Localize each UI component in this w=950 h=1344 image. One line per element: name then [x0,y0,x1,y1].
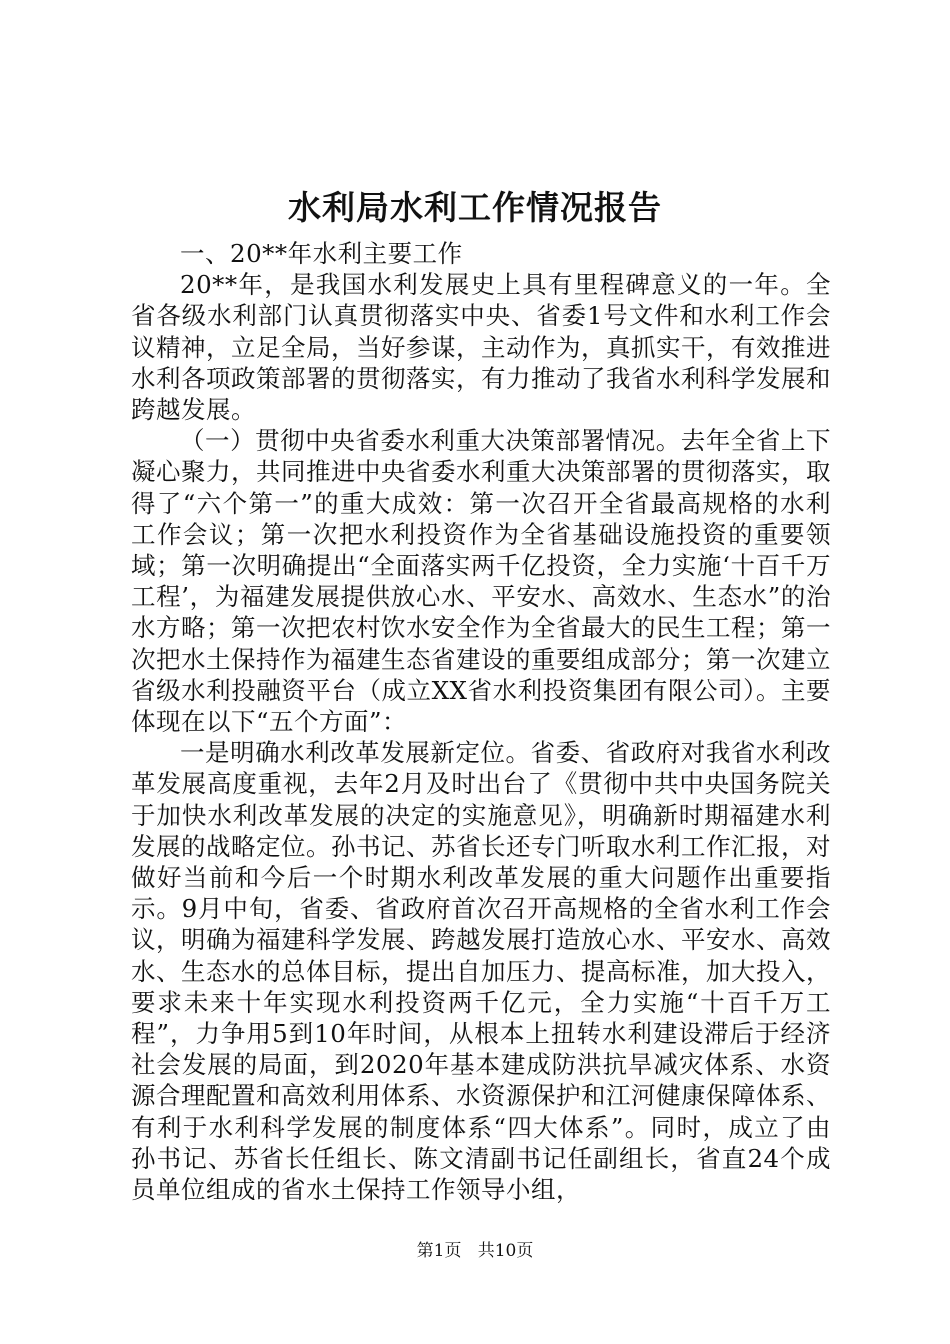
page-separator [467,1241,472,1261]
paragraph-section-one: （一）贯彻中央省委水利重大决策部署情况。去年全省上下凝心聚力，共同推进中央省委水利重大决策部署的贯彻落实，取得了“六个第一”的重大成效：第一次召开全省最高规格的水利工作会议；第一次把水利投资作为全省基础设施投资的重要领域；第一次明确提出“全面落实两千亿投资，全力实施‘十百千万工程’，为福建发展提供放心水、平安水、高效水、生态水”的治水方略；第一次把农村饮水安全作为全省最大的民生工程；第一次把水土保持作为福建生态省建设的重要组成部分；第一次建立省级水利投融资平台（成立XX省水利投资集团有限公司）。主要体现在以下“五个方面”： [131,426,831,737]
page-footer [0,1239,950,1263]
page-total: 共10页 [477,1241,534,1261]
paragraph-point-one: 一是明确水利改革发展新定位。省委、省政府对我省水利改革发展高度重视，去年2月及时出台了《贯彻中共中央国务院关于加快水利改革发展的决定的实施意见》，明确新时期福建水利发展的战略定位。孙书记、苏省长还专门听取水利工作汇报，对做好当前和今后一个时期水利改革发展的重大问题作出重要指示。9月中旬，省委、省政府首次召开高规格的全省水利工作会议，明确为福建科学发展、跨越发展打造放心水、平安水、高效水、生态水的总体目标，提出自加压力、提高标准，加大投入，要求未来十年实现水利投资两千亿元，全力实施“十百千万工程”，力争用5到10年时间，从根本上扭转水利建设滞后于经济社会发展的局面，到2020年基本建成防洪抗旱减灾体系、水资源合理配置和高效利用体系、水资源保护和江河健康保障体系、有利于水利科学发展的制度体系“四大体系”。同时，成立了由孙书记、苏省长任组长、陈文清副书记任副组长，省直24个成员单位组成的省水土保持工作领导小组， [131,738,831,1205]
document-title: 水利局水利工作情况报告 [288,188,662,227]
section-heading: 一、20**年水利主要工作 [180,239,463,268]
paragraph-intro: 20**年，是我国水利发展史上具有里程碑意义的一年。全省各级水利部门认真贯彻落实中央、省委1号文件和水利工作会议精神，立足全局，当好参谋，主动作为，真抓实干，有效推进水利各项政策部署的贯彻落实，有力推动了我省水利科学发展和跨越发展。 [131,270,831,425]
document-body [131,238,831,1205]
page-number: 第1页 [416,1241,462,1261]
